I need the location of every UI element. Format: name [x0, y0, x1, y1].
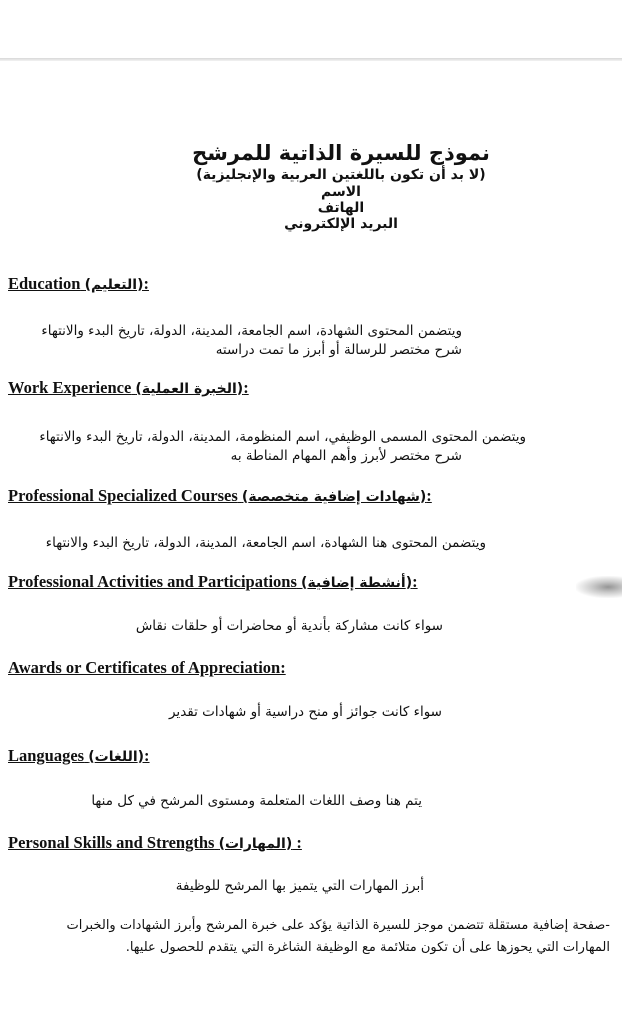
- education-line-1: ويتضمن المحتوى الشهادة، اسم الجامعة، المدينة، الدولة، تاريخ البدء والانتهاء: [41, 323, 462, 339]
- field-email: البريد الإلكتروني: [284, 216, 398, 232]
- footer-line-1: -صفحة إضافية مستقلة تتضمن موجز للسيرة الذاتية يؤكد على خبرة المرشح وأبرز الشهادات والخبرات: [66, 918, 610, 933]
- courses-line-1: ويتضمن المحتوى هنا الشهادة، اسم الجامعة، المدينة، الدولة، تاريخ البدء والانتهاء: [45, 535, 486, 551]
- section-heading-education: Education (التعليم):: [8, 274, 149, 293]
- work-line-2: شرح مختصر لأبرز وأهم المهام المناطة به: [230, 448, 462, 464]
- document-title: نموذج للسيرة الذاتية للمرشح: [192, 141, 490, 165]
- language-note: (لا بد أن تكون باللغتين العربية والإنجليزية): [196, 167, 486, 183]
- skills-line-1: أبرز المهارات التي يتميز بها المرشح للوظيفة: [175, 878, 424, 894]
- scan-edge: [0, 58, 622, 61]
- section-heading-languages: Languages (اللغات):: [8, 746, 150, 765]
- education-line-2: شرح مختصر للرسالة أو أبرز ما تمت دراسته: [215, 342, 462, 358]
- work-line-1: ويتضمن المحتوى المسمى الوظيفي، اسم المنظومة، المدينة، الدولة، تاريخ البدء والانتهاء: [39, 429, 526, 445]
- section-heading-skills: Personal Skills and Strengths (المهارات) :: [8, 833, 302, 852]
- scan-noise: [576, 576, 622, 598]
- section-heading-activities: Professional Activities and Participations (أنشطة إضافية):: [8, 572, 418, 591]
- field-phone: الهاتف: [317, 200, 365, 216]
- field-name: الاسم: [321, 184, 361, 200]
- languages-line-1: يتم هنا وصف اللغات المتعلمة ومستوى المرشح في كل منها: [91, 793, 422, 809]
- activities-line-1: سواء كانت مشاركة بأندية أو محاضرات أو حلقات نقاش: [135, 618, 443, 634]
- document-header: [0, 140, 622, 232]
- section-heading-courses: Professional Specialized Courses (شهادات إضافية متخصصة):: [8, 486, 432, 505]
- section-heading-work-experience: Work Experience (الخبرة العملية):: [8, 378, 249, 397]
- footer-note: [14, 915, 610, 959]
- section-heading-awards: Awards or Certificates of Appreciation:: [8, 658, 286, 677]
- footer-line-2: المهارات التي يحوزها على أن تكون متلائمة مع الوظيفة الشاغرة التي يتقدم للحصول عليها.: [125, 940, 610, 955]
- awards-line-1: سواء كانت جوائز أو منح دراسية أو شهادات تقدير: [168, 704, 442, 720]
